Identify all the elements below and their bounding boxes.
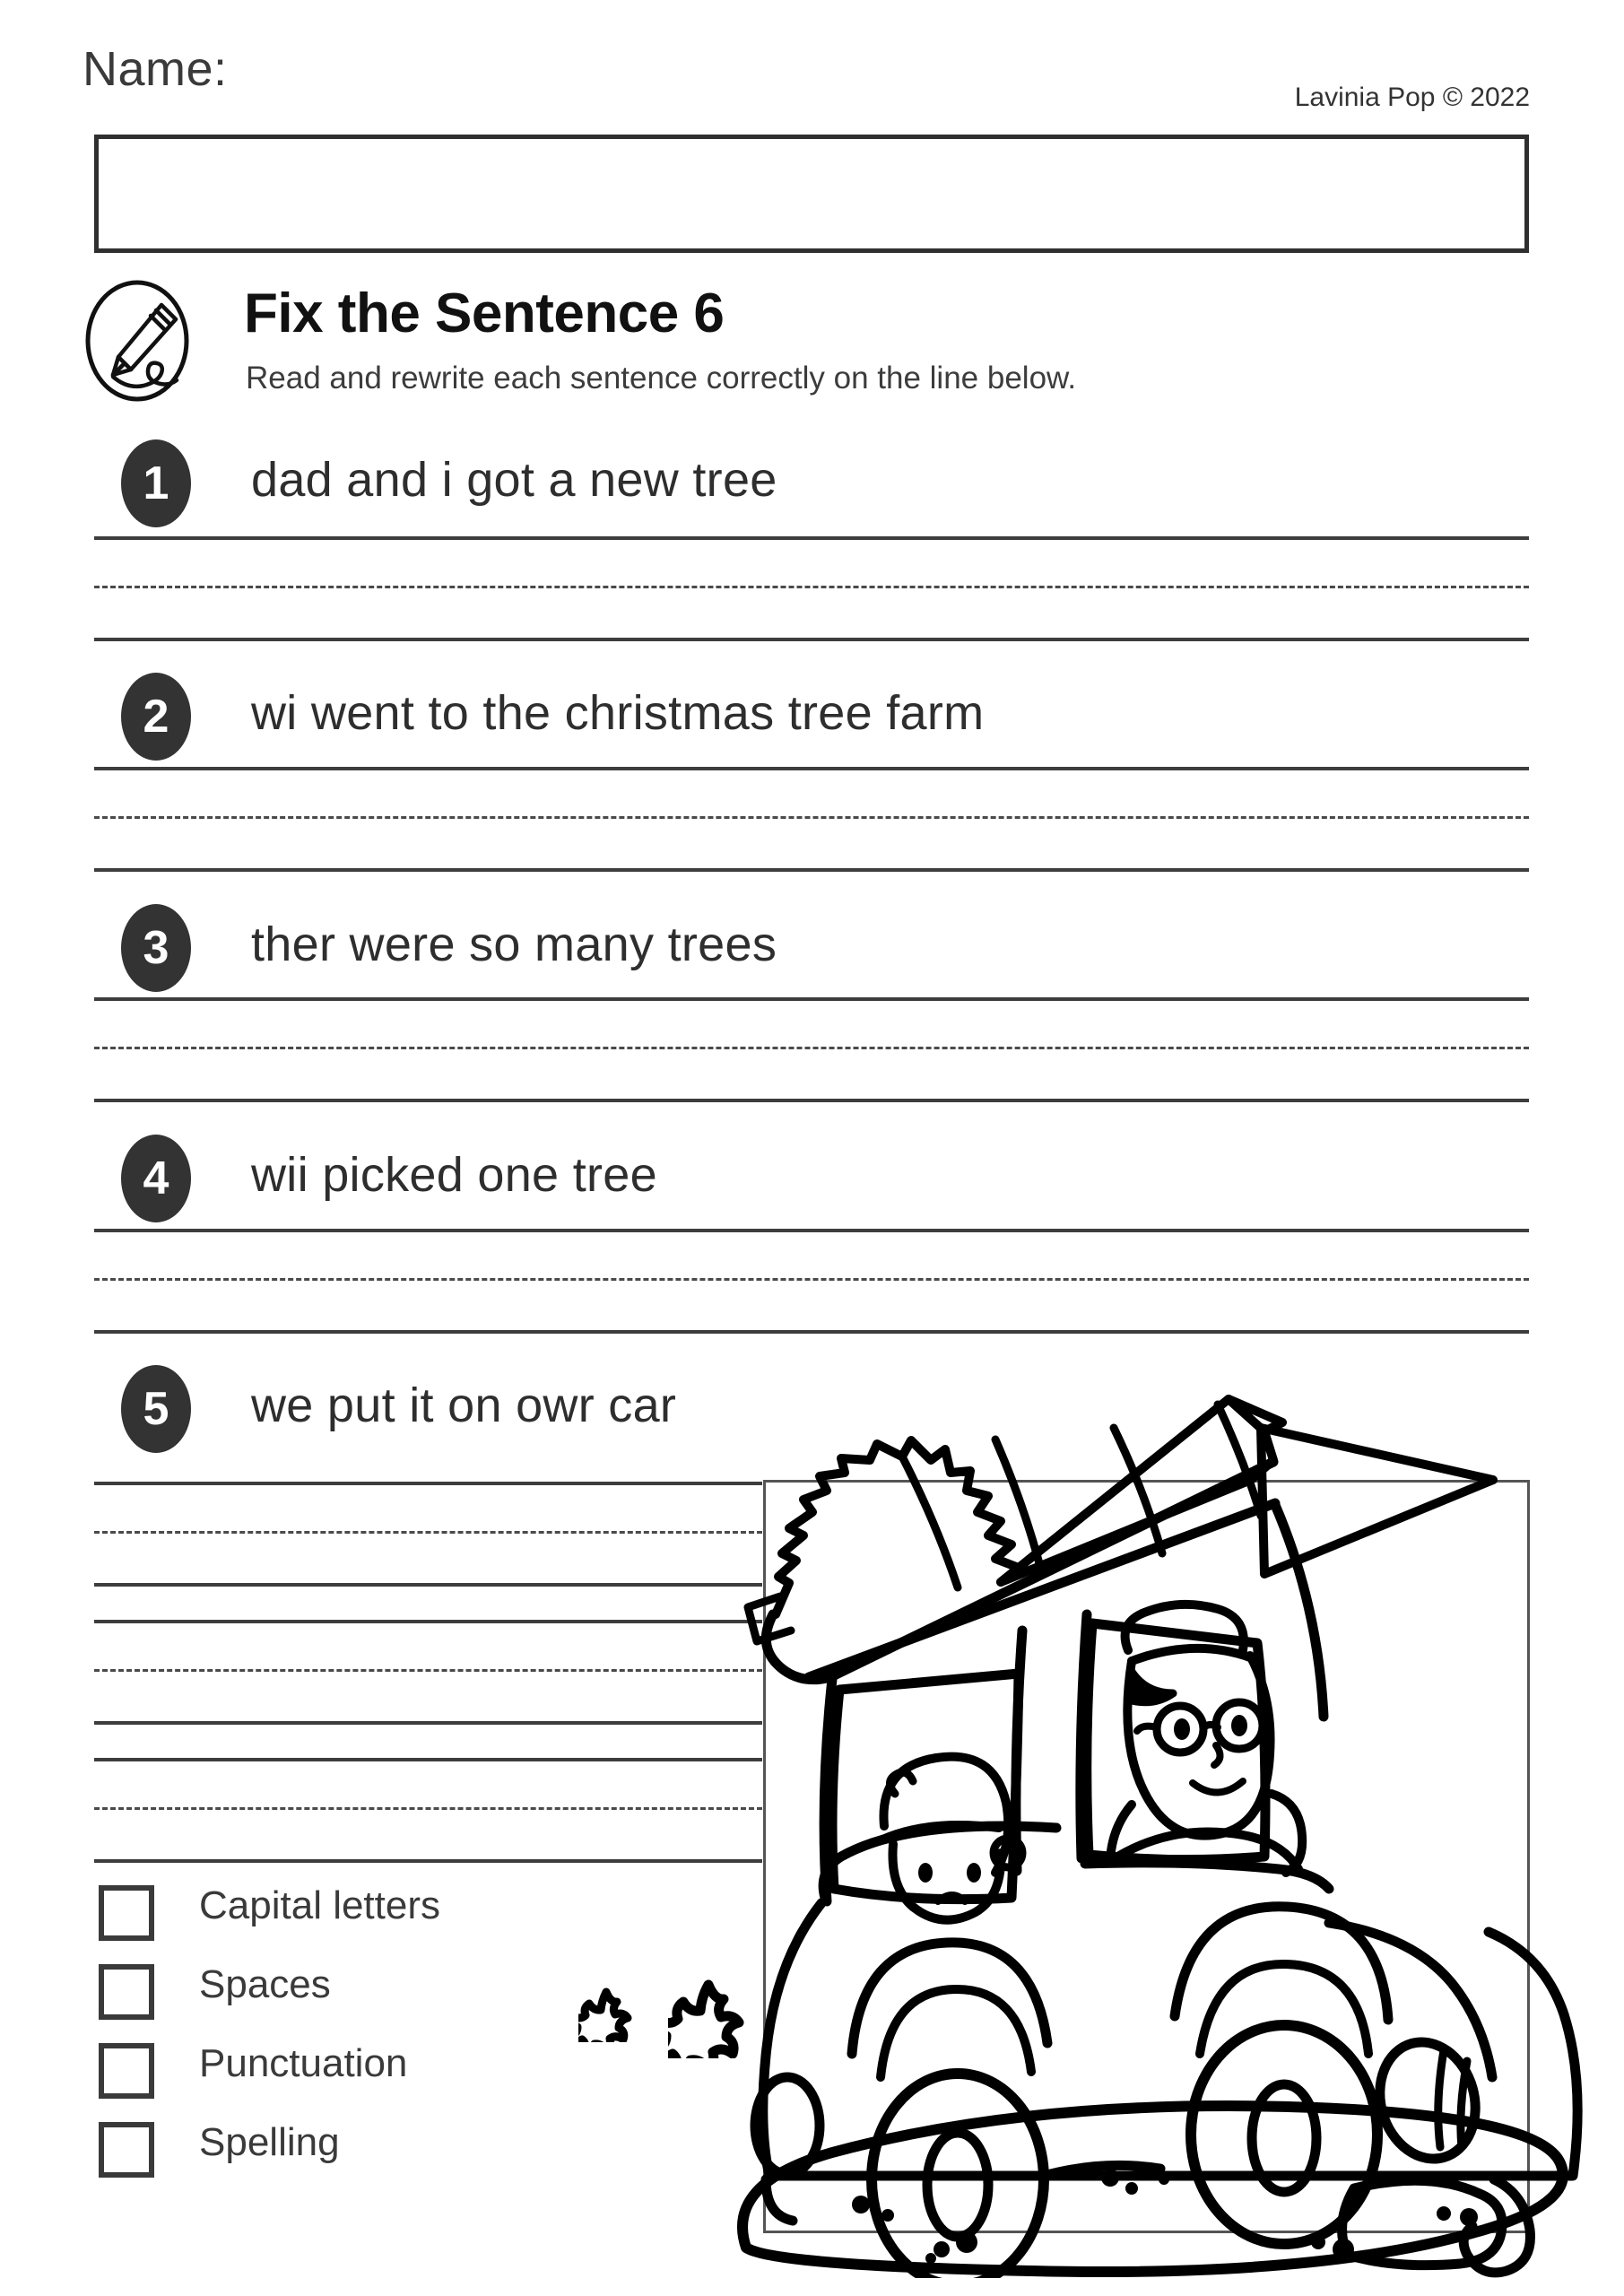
page-subtitle: Read and rewrite each sentence correctly on the line below. (246, 361, 1077, 396)
answer-lines-2[interactable] (94, 767, 1529, 894)
rule-line-middle (94, 1278, 1529, 1281)
answer-lines-5c[interactable] (94, 1758, 762, 1885)
rule-line-top (94, 1229, 1529, 1232)
pencil-icon (83, 278, 192, 404)
rule-line-bottom (94, 638, 1529, 641)
rule-line-bottom (94, 868, 1529, 872)
rule-line-top (94, 1758, 762, 1761)
question-number-badge: 4 (121, 1135, 191, 1222)
checkbox-capital-letters[interactable] (99, 1885, 154, 1941)
question-sentence: wi went to the christmas tree farm (251, 686, 985, 740)
checklist-label: Punctuation (199, 2041, 408, 2085)
question-sentence: wii picked one tree (251, 1148, 657, 1202)
rule-line-middle (94, 816, 1529, 819)
rule-line-middle (94, 1047, 1529, 1049)
name-input-box[interactable] (94, 135, 1529, 253)
checklist-row[interactable] (99, 1961, 565, 2039)
rule-line-middle (94, 1807, 762, 1810)
rule-line-top (94, 997, 1529, 1001)
question-number-badge: 2 (121, 673, 191, 761)
rule-line-top (94, 767, 1529, 770)
question-sentence: we put it on owr car (251, 1378, 677, 1432)
question-sentence: ther were so many trees (251, 918, 777, 971)
rule-line-bottom (94, 1099, 1529, 1102)
checkbox-punctuation[interactable] (99, 2043, 154, 2099)
checklist-row[interactable] (99, 2039, 565, 2118)
question-number-badge: 1 (121, 439, 191, 527)
rule-line-middle (94, 1531, 762, 1534)
rule-line-top (94, 536, 1529, 540)
rule-line-bottom (94, 1583, 762, 1587)
rule-line-top (94, 1482, 762, 1485)
snowflake-icon-large (668, 1978, 749, 2058)
answer-lines-5a[interactable] (94, 1482, 762, 1609)
snowflake-icon-small (578, 1987, 634, 2042)
checkbox-spaces[interactable] (99, 1964, 154, 2020)
editing-checklist (99, 1882, 565, 2197)
rule-line-bottom (94, 1721, 762, 1725)
question-number-badge: 5 (121, 1365, 191, 1453)
question-sentence: dad and i got a new tree (251, 453, 777, 507)
title-block (83, 278, 1338, 422)
checklist-label: Capital letters (199, 1883, 441, 1927)
rule-line-middle (94, 1669, 762, 1672)
checkbox-spelling[interactable] (99, 2122, 154, 2178)
page-title: Fix the Sentence 6 (244, 283, 725, 344)
checklist-row[interactable] (99, 1882, 565, 1961)
answer-lines-4[interactable] (94, 1229, 1529, 1356)
checklist-label: Spelling (199, 2120, 340, 2164)
rule-line-bottom (94, 1859, 762, 1863)
rule-line-top (94, 1620, 762, 1623)
rule-line-bottom (94, 1330, 1529, 1334)
answer-lines-5b[interactable] (94, 1620, 762, 1747)
question-number-badge: 3 (121, 904, 191, 992)
checklist-row[interactable] (99, 2118, 565, 2197)
answer-lines-3[interactable] (94, 997, 1529, 1125)
name-label: Name: (83, 42, 228, 96)
copyright-notice: Lavinia Pop © 2022 (1294, 83, 1530, 112)
illustration-frame (763, 1480, 1530, 2233)
rule-line-middle (94, 586, 1529, 588)
checklist-label: Spaces (199, 1962, 331, 2006)
answer-lines-1[interactable] (94, 536, 1529, 664)
